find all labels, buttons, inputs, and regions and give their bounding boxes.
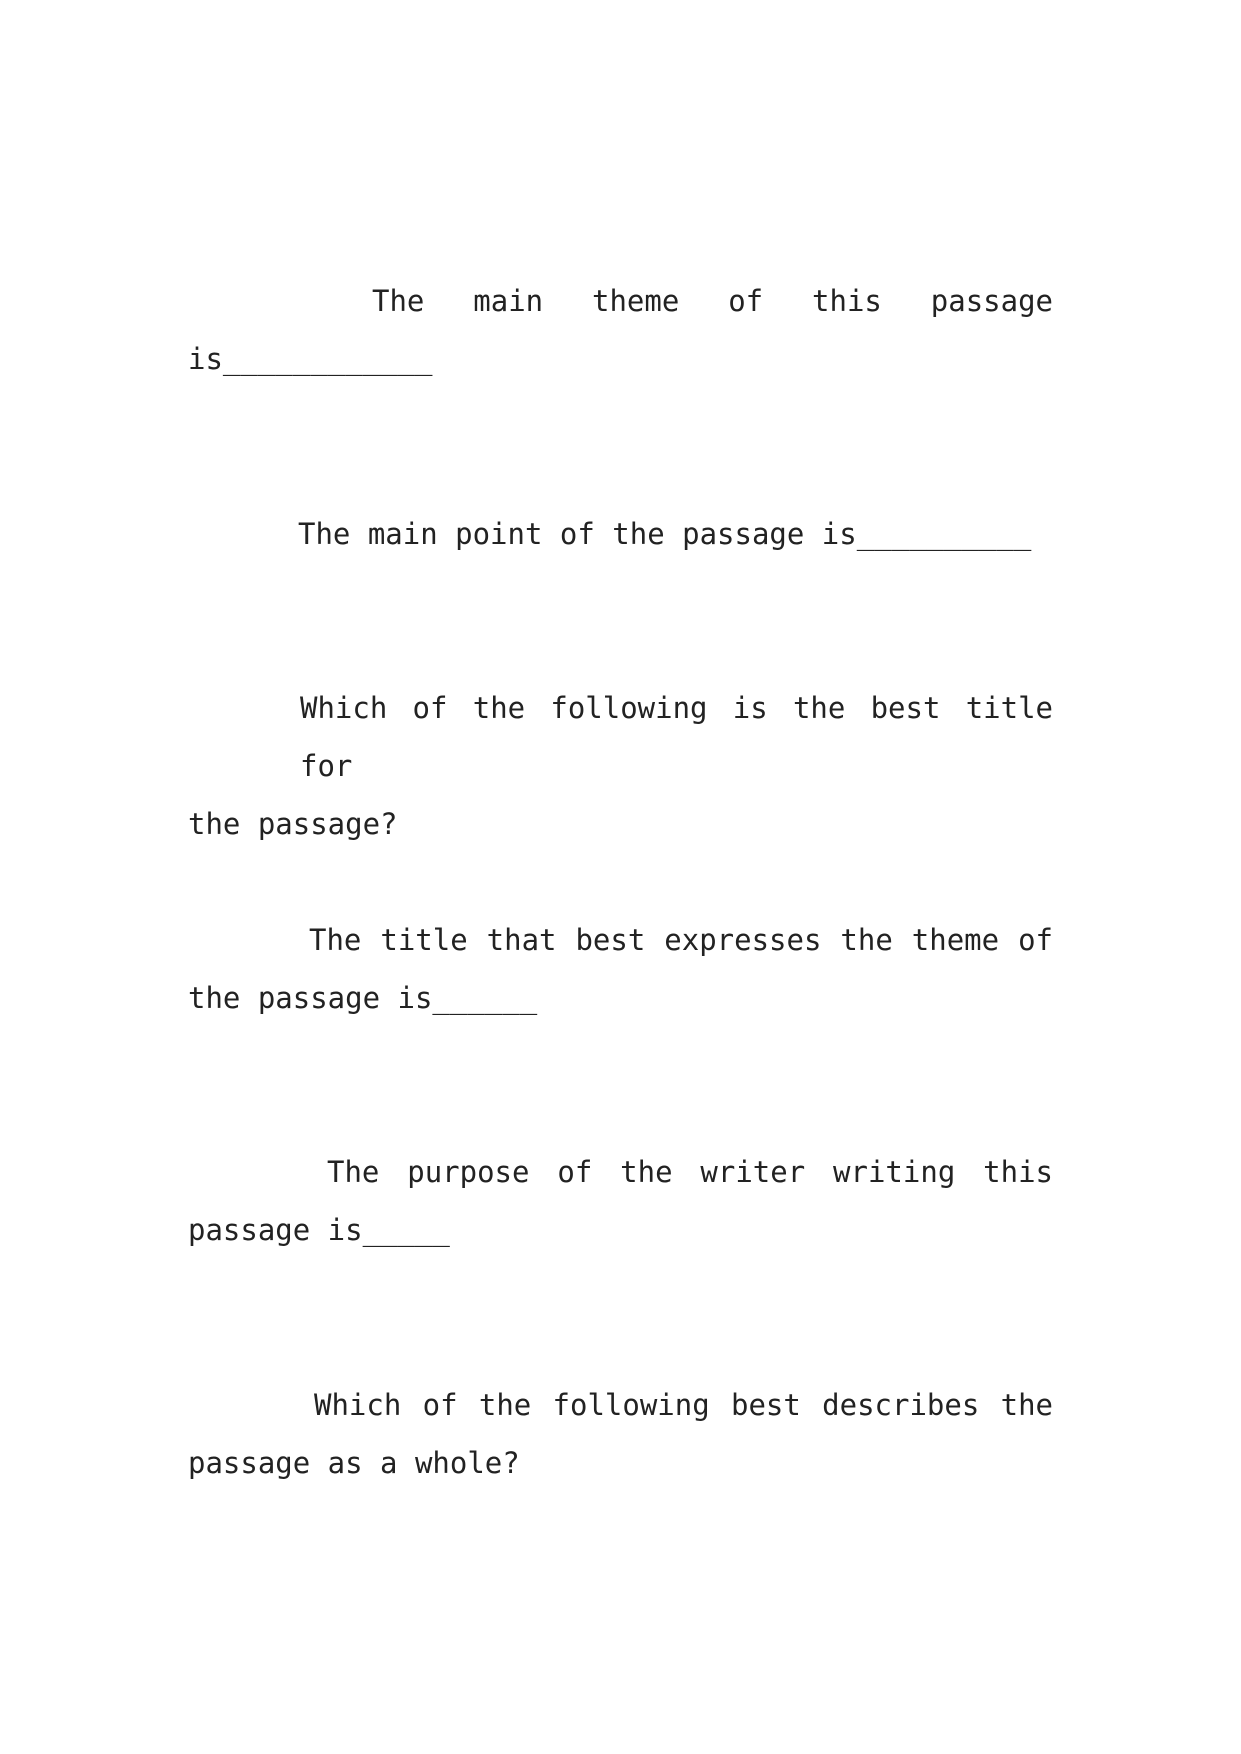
question-2-line-1: The main point of the passage is__________ [298, 517, 1032, 551]
question-4-line-2: the passage is______ [188, 981, 538, 1015]
question-5-line-2: passage is_____ [188, 1213, 450, 1247]
question-6-line-1: Which of the following best describes the [314, 1388, 1053, 1422]
question-2 [188, 505, 1053, 563]
question-4-line-1: The title that best expresses the theme of [309, 923, 1053, 957]
question-6 [188, 1376, 1053, 1492]
question-1-line-2: is____________ [188, 342, 433, 376]
question-3-line-1: Which of the following is the best title for [300, 691, 1053, 783]
question-1-line-1: The main theme of this passage [372, 284, 1053, 318]
question-5-line-1: The purpose of the writer writing this [327, 1155, 1053, 1189]
question-3 [188, 679, 1053, 853]
question-1 [188, 272, 1053, 388]
question-3-line-2: the passage? [188, 807, 398, 841]
question-5 [188, 1143, 1053, 1259]
question-4 [188, 911, 1053, 1027]
question-6-line-2: passage as a whole? [188, 1446, 520, 1480]
